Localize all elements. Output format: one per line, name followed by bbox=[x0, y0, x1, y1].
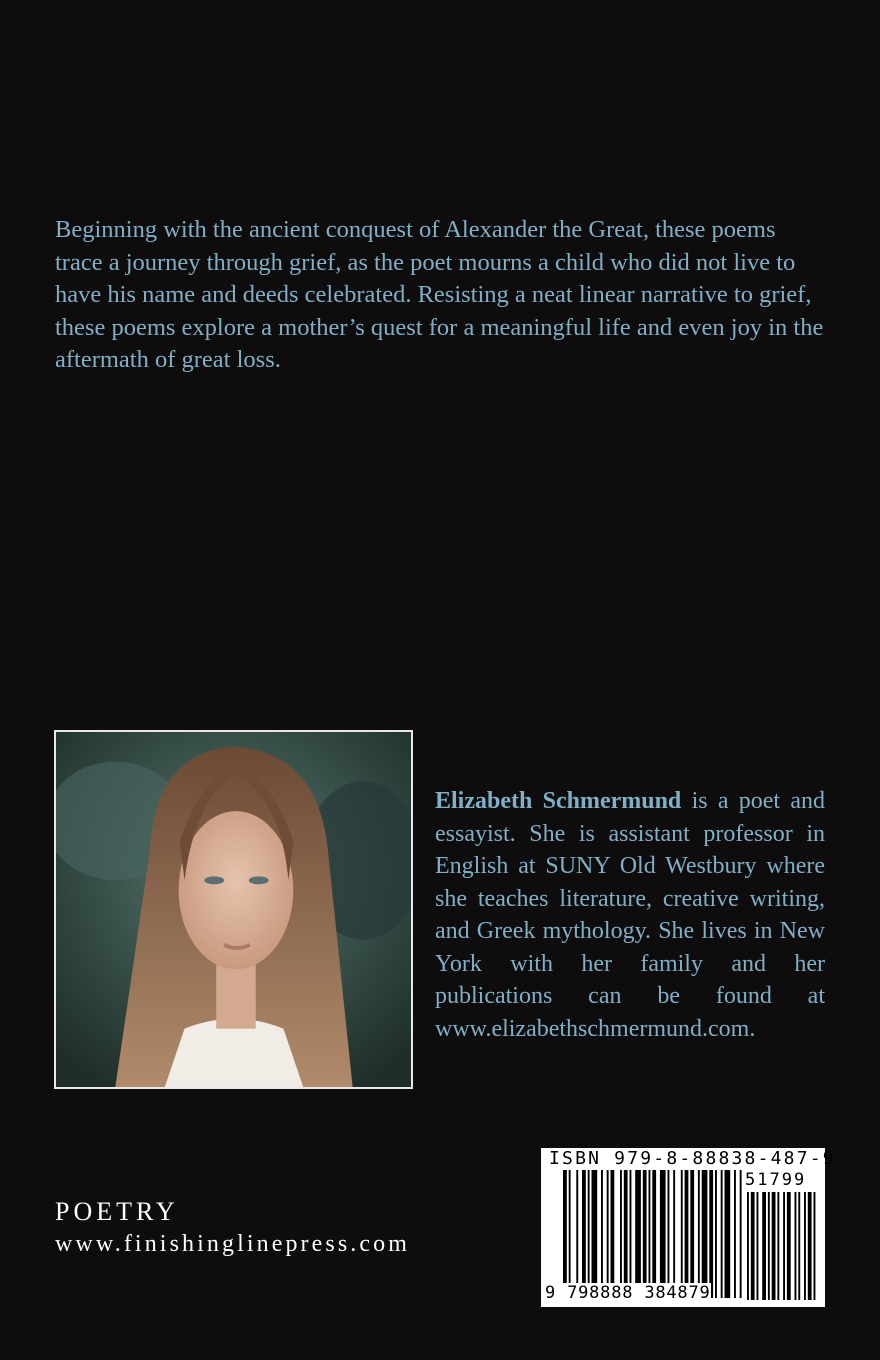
ean-digits: 9 798888 384879 bbox=[545, 1283, 711, 1303]
author-bio bbox=[435, 785, 825, 1045]
author-bio-text: is a poet and essayist. She is assistant professor in English at SUNY Old Westbury where she teaches literature, creative writing, and Greek mythology. She lives in New York with her family and her publications can be found at www.elizabethschmermund.com. bbox=[435, 788, 826, 1042]
back-cover-blurb: Beginning with the ancient conquest of Alexander the Great, these poems trace a journey through grief, as the poet mourns a child who did not live to have his name and deeds celebrated. Resisting a neat linear narrative to grief, these poems explore a mother’s quest for a meaningful life and even joy in the aftermath of great loss. bbox=[55, 216, 824, 373]
isbn-barcode bbox=[541, 1148, 836, 1307]
publisher-website: www.finishinglinepress.com bbox=[55, 1231, 411, 1257]
genre-label: POETRY bbox=[55, 1197, 179, 1226]
author-name: Elizabeth Schmermund bbox=[435, 788, 682, 814]
isbn-number: ISBN 979-8-88838-487-9 bbox=[549, 1148, 836, 1169]
price-code: 51799 bbox=[745, 1170, 807, 1190]
author-photo bbox=[54, 730, 413, 1089]
